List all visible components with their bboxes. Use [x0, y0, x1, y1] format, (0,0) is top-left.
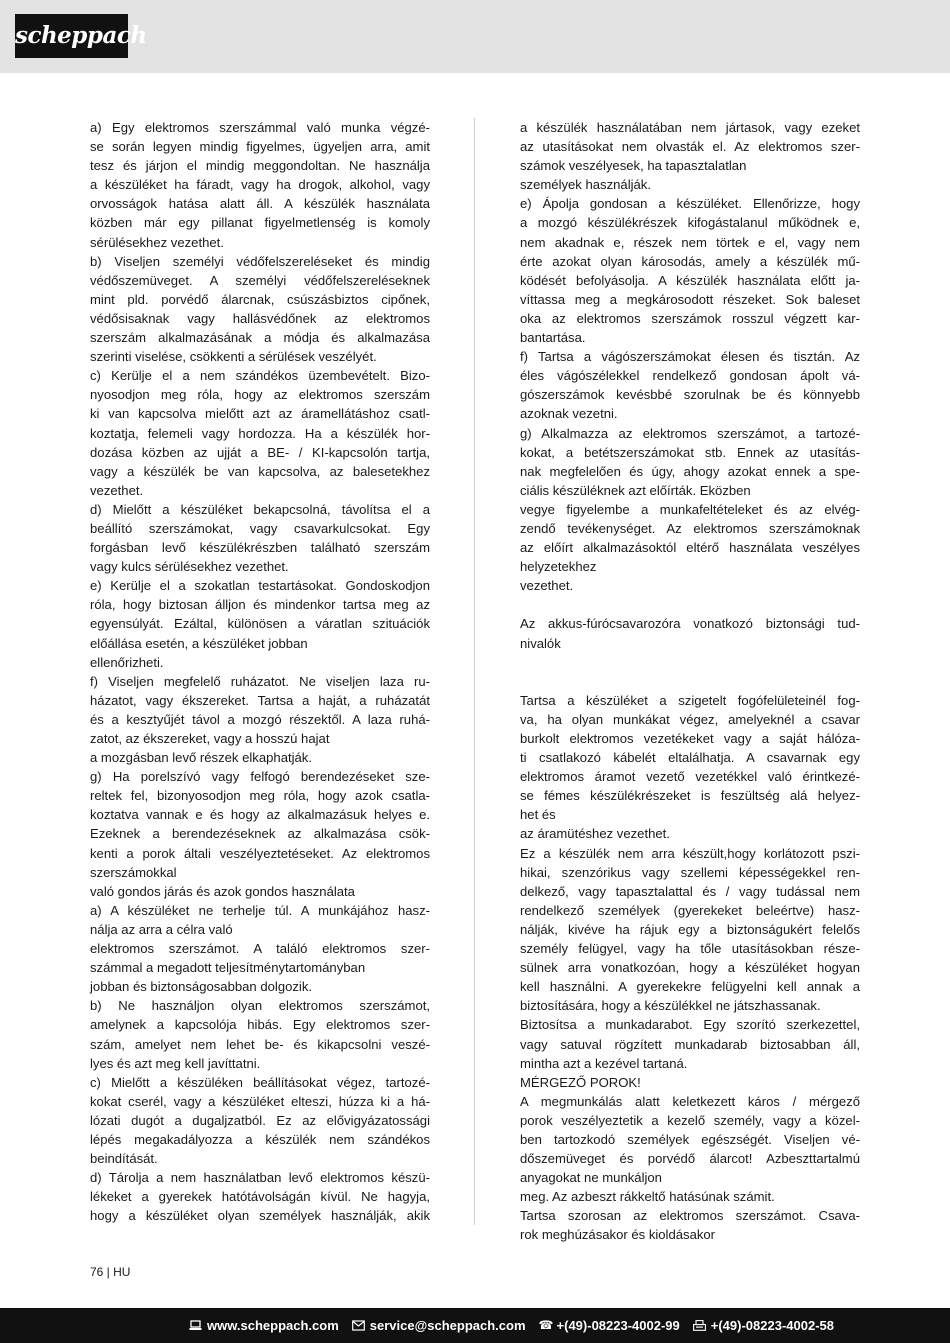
text-line: a) A készüléket ne terhelje túl. A munkájához hasz-	[90, 902, 430, 918]
text-line: meg. Az azbeszt rákkeltő hatásúnak számit.	[520, 1189, 775, 1205]
text-line: közben már egy pillanat figyelmetlenség is komoly	[90, 215, 430, 231]
text-line: g) Alkalmazza az elektromos szerszámot, a tartozé-	[520, 425, 860, 441]
computer-icon	[189, 1320, 202, 1331]
text-line: Tartsa szorosan az elektromos szerszámot. Csava-	[520, 1208, 860, 1224]
text-line: c) Mielőtt a készüléken beállításokat végez, tartozé-	[90, 1074, 430, 1090]
text-line: MÉRGEZŐ POROK!	[520, 1074, 641, 1090]
text-line: kokat, a betétszerszámokat stb. Ennek az utasítás-	[520, 444, 860, 460]
text-line: anyagokat ne munkáljon	[520, 1170, 662, 1186]
text-line: elektromos áramot vezető vezetékkel való érintkezé-	[520, 769, 860, 785]
text-line	[520, 672, 860, 691]
text-line: A megmunkálás alatt keletkezett káros / mérgező	[520, 1093, 860, 1109]
text-line: delkező, vagy tapasztalattal és / vagy tudással nem	[520, 883, 860, 899]
text-line: g) Ha porelszívó vagy felfogó berendezéseket sze-	[90, 769, 430, 785]
text-line: lékeket a gyerekek hatótávolságán kívül. Ne hagyja,	[90, 1189, 430, 1205]
text-line: a mozgásban levő részek elkaphatják.	[90, 750, 312, 766]
text-line: szerinti viselése, csökkenti a sérülések veszélyét.	[90, 349, 377, 365]
text-line: az áramütéshez vezethet.	[520, 826, 670, 842]
page-number: 76 | HU	[90, 1265, 131, 1279]
text-line: egyensúlyát. Ezáltal, különösen a váratlan szituációk	[90, 616, 430, 632]
text-line: helyzetekhez	[520, 559, 597, 575]
text-line: koztatja, felemeli vagy hordozza. Ha a készülék hor-	[90, 425, 430, 441]
footer-fax	[693, 1318, 834, 1333]
text-line: reltek fel, bizonyosodjon meg róla, hogy azok csatla-	[90, 788, 430, 804]
email-link[interactable]: service@scheppach.com	[369, 1318, 526, 1333]
phone-number[interactable]: +(49)-08223-4002-99	[556, 1318, 680, 1333]
phone-icon: ☎	[538, 1318, 554, 1332]
left-text-column	[90, 118, 430, 1225]
text-line: kenti a porok általi veszélyeztetéseket. Az elektromos	[90, 845, 430, 861]
text-line: zatot, az ékszereket, vagy a hosszú hajat	[90, 731, 330, 746]
text-line: ben tartozkodó személyek egészségét. Viseljen vé-	[520, 1131, 860, 1147]
text-line: házatot, vagy ékszereket. Tartsa a haját, a ruházatát	[90, 692, 430, 708]
text-line: számmal a megadott teljesítménytartományban	[90, 960, 366, 976]
text-line: f) Tartsa a vágószerszámokat élesen és tisztán. Az	[520, 349, 860, 365]
text-line: Az akkus-fúrócsavarozóra vonatkozó biztonsági tud-	[520, 616, 860, 632]
text-line: szerszámokkal	[90, 864, 177, 880]
text-line: jobban és biztonságosabban dolgozik.	[90, 979, 313, 995]
text-line: nyosodjon meg róla, hogy az elektromos szerszám	[90, 387, 430, 403]
footer-bar	[0, 1308, 950, 1343]
text-line: nem akadnak e, részek nem törtek e el, vagy nem	[520, 234, 860, 250]
text-line: személy felügyel, vagy ha tőle utasításokban része-	[520, 941, 860, 957]
text-line: számok veszélyesek, ha tapasztalatlan	[520, 158, 747, 174]
text-line: e) Ápolja gondosan a készüléket. Ellenőrizze, hogy	[520, 196, 860, 212]
page-header	[0, 0, 950, 73]
text-line: vezethet.	[90, 482, 144, 498]
text-line: forgásban levő készülékrészben található szerszám	[90, 540, 430, 556]
text-line: lyes és azt meg kell javíttatni.	[90, 1055, 261, 1071]
text-line: f) Viseljen megfelelő ruházatot. Ne viseljen laza ru-	[90, 673, 430, 689]
text-line: személyek használják.	[520, 177, 651, 193]
text-line: ti csatlakozó kábelét eltalálhatja. A csavarnak egy	[520, 750, 860, 766]
text-line: orvosságok hatása alatt áll. A készülék használata	[90, 196, 430, 212]
scheppach-logo: scheppach	[15, 14, 128, 58]
text-line: elektromos szerszámot. A találó elektromos szer-	[90, 941, 430, 957]
text-line: éles vágószélekkel rendelkező gondosan ápolt vá-	[520, 368, 860, 384]
text-line: bantartása.	[520, 330, 586, 346]
text-line: vagy a készülék be van kapcsolva, az balesetekhez	[90, 463, 430, 479]
email-icon	[352, 1320, 365, 1331]
text-line: zendő tevékenységet. Az elektromos szerszámoknak	[520, 520, 860, 536]
text-line: vezethet.	[520, 578, 574, 594]
text-line: se során legyen mindig figyelmes, ügyeljen arra, amit	[90, 139, 430, 155]
text-line: beindítását.	[90, 1151, 158, 1167]
text-line: het és	[520, 807, 556, 823]
text-line: Tartsa a készüléket a szigetelt fogófelületeinél fog-	[520, 692, 860, 708]
text-line: érte azokat olyan károsodás, amely a készülék mű-	[520, 253, 860, 269]
text-line: ködését befolyásolja. A készülék használata előtt ja-	[520, 272, 860, 288]
text-line: a mozgó készülékrészek kifogástalanul működnek e,	[520, 215, 860, 231]
text-line: ciális készüléknek azt előírták. Eközben	[520, 482, 751, 498]
text-line: a készülék használatában nem jártasok, vagy ezeket	[520, 120, 860, 135]
text-line: b) Ne használjon olyan elektromos szerszámot,	[90, 998, 430, 1014]
text-line: b) Viseljen személyi védőfelszereléseket és mindig	[90, 253, 430, 269]
right-text-column	[520, 118, 860, 1245]
text-line: rendelkező személyek (gyerekeket beleértve) hasz-	[520, 902, 860, 918]
text-line: hogy a készüléket olyan személyek használják, akik	[90, 1208, 430, 1224]
text-line: va, ha olyan munkákat végez, amelyeknél a csavar	[520, 711, 860, 727]
text-line: nivalók	[520, 635, 561, 651]
text-line: mintha azt a kezével tartaná.	[520, 1055, 688, 1071]
text-line: a készüléket ha fáradt, vagy ha drogok, alkohol, vagy	[90, 177, 430, 193]
text-line: az utasításokat nem olvasták el. Az elektromos szer-	[520, 139, 860, 155]
text-line: vegye figyelembe a munkafeltételeket és az elvég-	[520, 501, 860, 517]
text-line: ki van kapcsolva mielőtt azt az áramellátáshoz csatl-	[90, 406, 430, 422]
text-line: víttassa meg a megkárosodott részeket. Sok baleset	[520, 291, 860, 307]
text-line: védősisaknak vagy hallásvédőnek az elektromos	[90, 310, 430, 326]
text-line: dozása közben az ujját a BE- / KI-kapcsolón tartja,	[90, 444, 430, 460]
text-line: sülnek arra vonatkozóan, hogy a készüléket hogyan	[520, 960, 860, 976]
text-line: sérülésekhez vezethet.	[90, 234, 224, 250]
text-line: d) Tárolja a nem használatban levő elektromos készü-	[90, 1170, 430, 1186]
text-line: dőszemüveget és porvédő álarcot! Azbeszttartalmú	[520, 1151, 860, 1167]
text-line: az előírt alkalmazásoktól eltérő használata veszélyes	[520, 540, 860, 556]
text-line: védőszemüveget. A személyi védőfelszereléseknek	[90, 272, 430, 288]
text-line: se fémes készülékrészeket is feszültség alá helyez-	[520, 788, 860, 804]
text-line: beállító szerszámokat, vagy csavarkulcsokat. Egy	[90, 520, 430, 536]
text-line: nak megfelelően és úgy, ahogy azokat ennek a spe-	[520, 463, 860, 479]
text-line: kell használni. A gyerekekre felügyelni kell annak a	[520, 979, 860, 995]
footer-email[interactable]	[352, 1318, 526, 1333]
text-line: porok veszélyeztetik a kezelő személy, vagy a közel-	[520, 1112, 860, 1128]
text-line: e) Kerülje el a szokatlan testartásokat. Gondoskodjon	[90, 578, 430, 594]
text-line: d) Mielőtt a készüléket bekapcsolná, távolítsa el a	[90, 501, 430, 517]
text-line: azoknak vezetni.	[520, 406, 618, 422]
text-line: előállása esetén, a készüléket jobban	[90, 635, 308, 651]
text-line: nálja az arra a célra való	[90, 921, 233, 937]
text-line: nálják, kivéve ha rájuk egy a biztonságukért felelős	[520, 921, 860, 937]
text-line: a) Egy elektromos szerszámmal való munka végzé-	[90, 120, 430, 135]
text-line: rok meghúzásakor és kioldásakor	[520, 1227, 716, 1243]
text-line: szám, amelyet nem lehet be- és kikapcsolni veszé-	[90, 1036, 430, 1052]
text-line: Biztosítsa a munkadarabot. Egy szorító szerkezettel,	[520, 1017, 860, 1033]
text-line: tesz és járjon el mindig meggondoltan. Ne használja	[90, 158, 430, 174]
text-line: vagy satuval rögzített munkadarab biztosabban áll,	[520, 1036, 860, 1052]
website-link[interactable]: www.scheppach.com	[207, 1318, 339, 1333]
text-line: oka az elektromos szerszámok rosszul végzett kar-	[520, 310, 860, 326]
text-line	[520, 595, 860, 614]
text-line: lózati dugót a dugaljzatból. Ez az elővigyázatossági	[90, 1112, 430, 1128]
text-line: mint pld. porvédő álarcnak, csúszásbiztos cipőnek,	[90, 291, 430, 307]
column-divider	[474, 118, 475, 1225]
text-line: Ez a készülék nem arra készült,hogy korlátozott pszi-	[520, 845, 860, 861]
fax-icon	[693, 1320, 706, 1331]
text-line: c) Kerülje el a nem szándékos üzembevételt. Bizo-	[90, 368, 430, 384]
text-line	[520, 653, 860, 672]
text-line: vagy kulcs sérülésekhez vezethet.	[90, 559, 289, 575]
text-line: gószerszámok kevésbbé szorulnak be és könnyebb	[520, 387, 860, 403]
footer-website[interactable]	[189, 1318, 339, 1333]
text-line: lépés megakadályozza a készülék nem szándékos	[90, 1131, 430, 1147]
text-line: hikai, szenzórikus vagy szellemi képességekkel ren-	[520, 864, 860, 880]
text-line: amelynek a kapcsolója hibás. Egy elektromos szer-	[90, 1017, 430, 1033]
text-line: szerszám alkalmazásának a módja és alkalmazása	[90, 330, 430, 346]
text-line: burkolt elektromos vezetékeket vagy a saját hálóza-	[520, 731, 860, 746]
text-line: és a kesztyűjét távol a mozgó részektől. A laza ruhá-	[90, 711, 430, 727]
text-line: Ezeknek a berendezéseknek az alkalmazása csök-	[90, 826, 430, 842]
fax-number: +(49)-08223-4002-58	[710, 1318, 834, 1333]
text-line: ellenőrizheti.	[90, 654, 164, 670]
text-line: való gondos járás és azok gondos használata	[90, 883, 355, 899]
text-line: biztosítására, hogy a készülékkel ne játszhassanak.	[520, 998, 821, 1014]
text-line: kokat cserél, vagy a készüléket elteszi, húzza ki a há-	[90, 1093, 430, 1109]
text-line: róla, hogy biztosan álljon és mindenkor tartsa meg az	[90, 597, 430, 613]
footer-phone[interactable]	[539, 1318, 680, 1333]
text-line: koztatva vannak e és hogy az alkalmazásuk helyes e.	[90, 807, 430, 823]
